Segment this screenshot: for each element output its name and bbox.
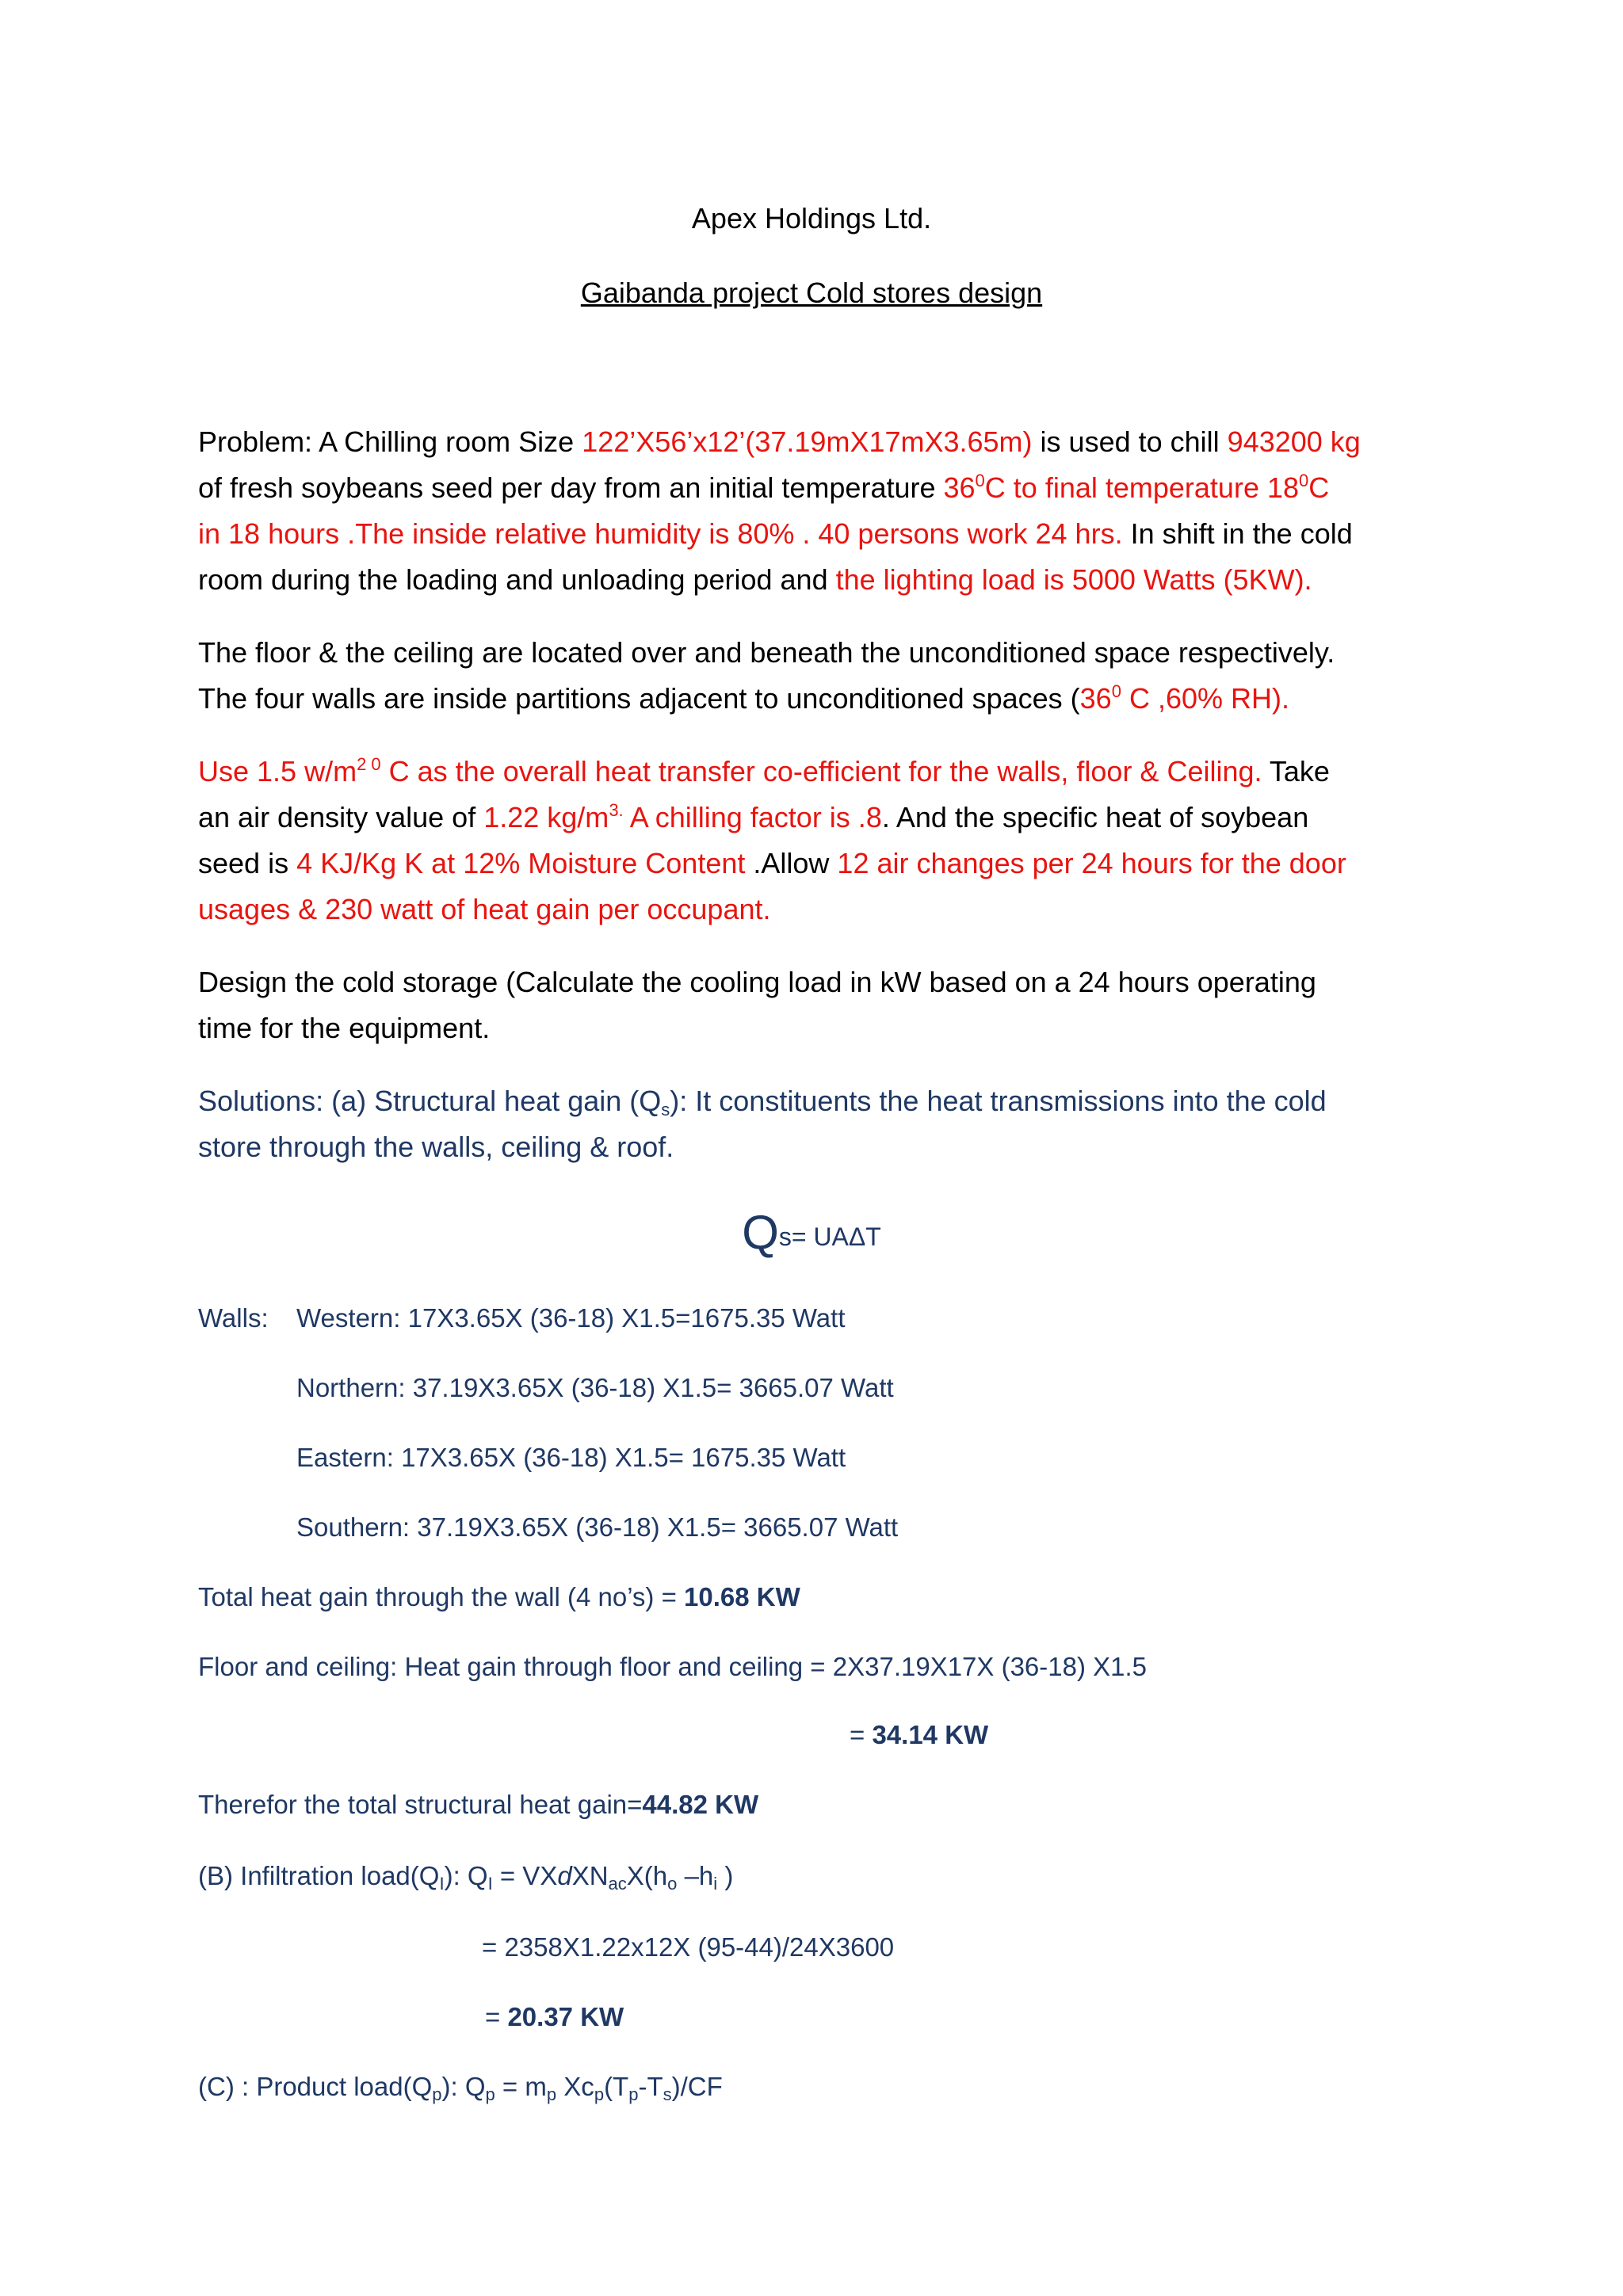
problem-p4-line-1: Design the cold storage (Calculate the cooling load in kW based on a 24 hours operating [198, 966, 1316, 998]
infiltration-calculation: = 2358X1.22x12X (95-44)/24X3600 [482, 1932, 895, 1962]
problem-line-4 [198, 561, 1312, 599]
structural-formula: Qs= UAΔT [742, 1206, 881, 1259]
air-density: 1.22 $kg/m^{3.}$ A chilling factor is .8 [483, 800, 882, 833]
infiltration-formula: (B) Infiltration $load(Q_I)$: $Q_I$ = $VXdXN_{ac}X(h_o$ $-h_i$ ) [198, 1861, 734, 1894]
text: seed is [198, 847, 297, 879]
total-wall-heat: Total heat gain through the wall (4 no’s) = 10.68 KW [198, 1582, 800, 1611]
solution-intro-line-1: Solutions: (a) Structural heat gain $(Q_s)$: It constituents the heat transmissions into the cold [198, 1085, 1327, 1119]
text: an air density value of [198, 801, 484, 833]
text: .Allow [745, 847, 838, 879]
text: In shift in the cold [1122, 517, 1353, 550]
wall-southern: Southern: 37.19X3.65X (36-18) X1.5= 3665.07 Watt [296, 1512, 899, 1542]
wall-northern: Northern: 37.19X3.65X (36-18) X1.5= 3665.07 Watt [296, 1373, 894, 1402]
floor-ceiling-result: = 34.14 KW [850, 1720, 989, 1749]
problem-p2-line-1: The floor & the ceiling are located over and beneath the unconditioned space respectively. [198, 636, 1335, 669]
problem-p3-line-1 [198, 753, 1330, 791]
text: . And the specific heat of soybean [881, 801, 1309, 833]
text: room during the loading and unloading period and [198, 563, 836, 596]
u-value: Use 1.5 $w/m^{2 0}$ C as the overall heat transfer co-efficient for the walls, floor & Ceiling. [198, 754, 1262, 788]
walls-label: Walls: [198, 1303, 269, 1333]
problem-p4-line-2: time for the equipment. [198, 1012, 491, 1044]
ambient-condition: $36^0$ C ,60% RH). [1079, 681, 1289, 715]
infiltration-result: = 20.37 KW [485, 2002, 624, 2031]
specific-heat: 4 KJ/Kg K at 12% Moisture Content [296, 847, 746, 879]
text: of fresh soybeans seed per day from an initial temperature [198, 471, 944, 504]
text: The four walls are inside partitions adjacent to unconditioned spaces ( [198, 682, 1080, 715]
problem-p3-line-3 [198, 845, 1346, 883]
text: is used to chill [1032, 425, 1228, 458]
problem-line-1 [198, 423, 1361, 461]
text: Take [1262, 755, 1330, 788]
solution-intro-line-2: store through the walls, ceiling & roof. [198, 1131, 674, 1163]
document-title: Gaibanda project Cold stores design [580, 277, 1043, 309]
problem-p2-line-2 [198, 680, 1289, 718]
wall-eastern: Eastern: 17X3.65X (36-18) X1.5= 1675.35 Watt [296, 1443, 846, 1472]
text: Problem: A Chilling room Size [198, 425, 582, 458]
problem-p3-line-2 [198, 799, 1308, 837]
problem-line-3 [198, 515, 1353, 553]
problem-line-2 [198, 469, 1329, 507]
total-structural-heat: Therefor the total structural heat gain=44.82 KW [198, 1790, 759, 1819]
company-name: Apex Holdings Ltd. [691, 202, 932, 235]
floor-ceiling-heat: Floor and ceiling: Heat gain through floor and ceiling = 2X37.19X17X (36-18) X1.5 [198, 1652, 1148, 1681]
wall-western: Western: 17X3.65X (36-18) X1.5=1675.35 Watt [296, 1303, 846, 1333]
air-changes: 12 air changes per 24 hours for the door [837, 847, 1346, 879]
problem-p3-line-4: usages & 230 watt of heat gain per occupant. [198, 893, 771, 925]
room-size: 122’X56’x12’(37.19mX17mX3.65m) [582, 425, 1033, 458]
temperature-range: $36^0C$ to final temperature $18^0C$ [943, 471, 1330, 504]
lighting-load: the lighting load is 5000 Watts (5KW). [835, 563, 1312, 596]
product-mass: 943200 kg [1227, 425, 1361, 458]
product-load-formula: (C) : Product $load(Q_p)$: $Q_p = m_p$ $Xc_p(T_p-T_s)/CF$ [198, 2072, 723, 2104]
text: in 18 hours .The inside relative humidity is 80% . 40 persons work 24 hrs. [198, 517, 1123, 550]
